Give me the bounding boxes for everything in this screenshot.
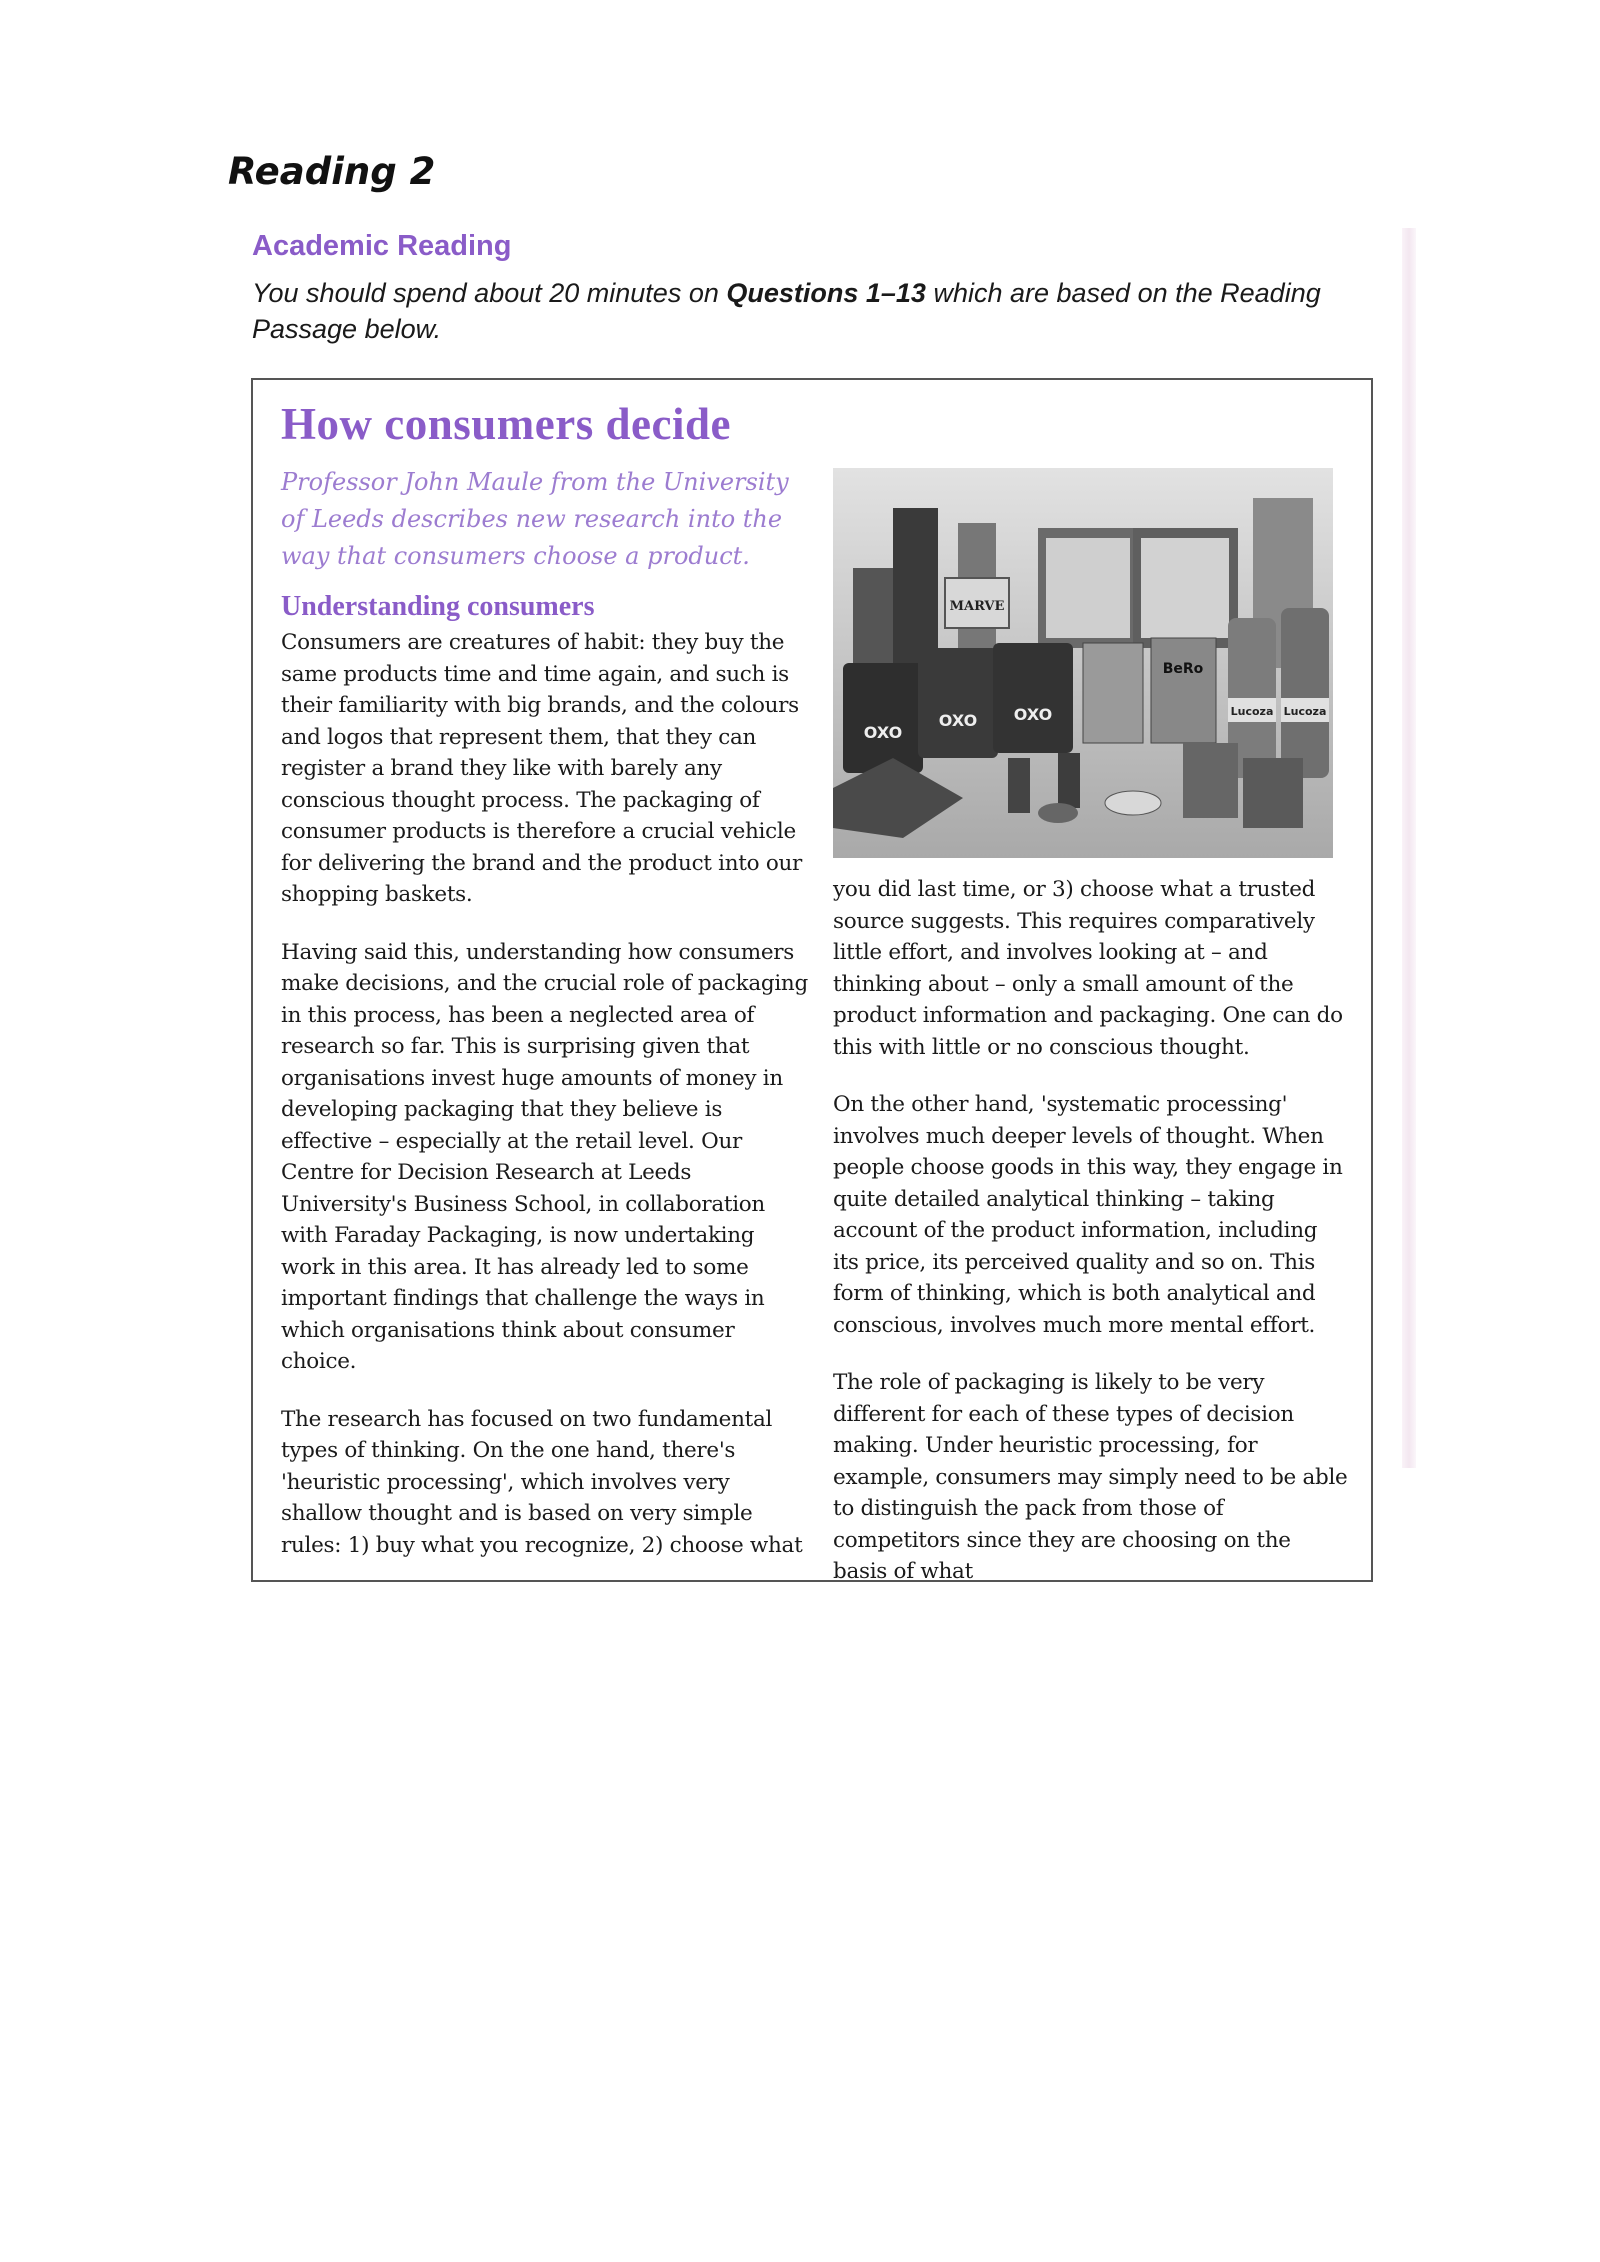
article-intro: Professor John Maule from the University of Leeds describes new research into the way that consumers choose a product. [281, 468, 789, 570]
paragraph: The role of packaging is likely to be very different for each of these types of decision making. Under heuristic processing, for example, consumers may simply need to be able to distinguish the pack from those of competitors since they are choosing on the basis of what [833, 1370, 1348, 1584]
product-photo-illustration [833, 468, 1333, 858]
paragraph: The research has focused on two fundamental types of thinking. On the one hand, there's 'heuristic processing', which involves very shallow thought and is based on very simple rules: 1) buy what you recognize, 2) choose what [281, 1406, 803, 1558]
lucozade-label-1: Lucoza [1230, 705, 1274, 718]
article-title: How consumers decide [281, 399, 731, 449]
box-label: BeRo [1162, 661, 1204, 677]
reading-label: Reading 2 [228, 150, 436, 193]
passage-right-column [833, 468, 1348, 1614]
reading-passage [251, 378, 1373, 1582]
paragraph: Having said this, understanding how consumers make decisions, and the crucial role of packaging in this process, has been a neglected area of research so far. This is surprising given that organisations invest huge amounts of money in developing packaging that they believe is effective – especially at the retail level. Our Centre for Decision Research at Leeds University's Business School, in collaboration with Faraday Packaging, is now undertaking work in this area. It has already led to some important findings that challenge the ways in which organisations think about consumer choice. [281, 939, 808, 1374]
oxo-label-1: OXO [863, 723, 903, 742]
oxo-label-2: OXO [938, 711, 978, 730]
scan-edge-shadow [1402, 228, 1416, 1468]
instructions-block [252, 230, 1362, 347]
academic-reading-heading: Academic Reading [252, 230, 512, 262]
bottle-label: MARVE [949, 599, 1005, 614]
lucozade-label-2: Lucoza [1283, 705, 1327, 718]
instruction-text-pre: You should spend about 20 minutes on [252, 278, 727, 308]
instruction-text [252, 275, 1362, 347]
instruction-questions-range: Questions 1–13 [726, 278, 926, 308]
product-packaging-photo [833, 468, 1333, 858]
paragraph: you did last time, or 3) choose what a trusted source suggests. This requires comparatively little effort, and involves looking at – and thinking about – only a small amount of the product information and packaging. One can do this with little or no conscious thought. [833, 877, 1343, 1060]
paragraph: On the other hand, 'systematic processing' involves much deeper levels of thought. When people choose goods in this way, they engage in quite detailed analytical thinking – taking account of the product information, including its price, its perceived quality and so on. This form of thinking, which is both analytical and conscious, involves much more mental effort. [833, 1092, 1343, 1338]
oxo-label-3: OXO [1013, 705, 1053, 724]
instruction-text-post: which are based on the Reading Passage below. [252, 278, 1321, 344]
passage-left-column [281, 398, 811, 1587]
paragraph: Consumers are creatures of habit: they buy the same products time and time again, and such is their familiarity with big brands, and the colours and logos that represent them, that they can register a brand they like with barely any conscious thought process. The packaging of consumer products is therefore a crucial vehicle for delivering the brand and the product into our shopping baskets. [281, 630, 802, 907]
section-heading-understanding: Understanding consumers [281, 591, 595, 622]
